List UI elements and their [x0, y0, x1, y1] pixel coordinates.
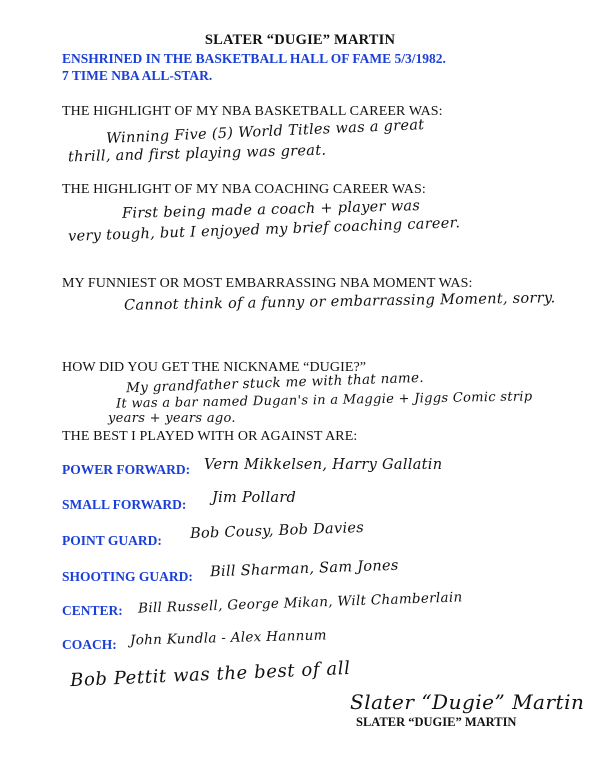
question-funniest-moment: MY FUNNIEST OR MOST EMBARRASSING NBA MOMENT WAS: — [62, 276, 473, 291]
answer-career-line-1: Winning Five (5) World Titles was a great — [105, 117, 425, 147]
question-nickname: HOW DID YOU GET THE NICKNAME “DUGIE?” — [62, 360, 367, 375]
label-center: CENTER: — [62, 603, 123, 618]
answer-coaching-line-2: very tough, but I enjoyed my brief coaching career. — [67, 215, 461, 245]
label-shooting-guard: SHOOTING GUARD: — [62, 569, 193, 584]
answer-career-line-2: thrill, and first playing was great. — [67, 142, 327, 166]
answer-power-forward: Vern Mikkelsen, Harry Gallatin — [204, 457, 443, 473]
answer-center: Bill Russell, George Mikan, Wilt Chamberlain — [137, 589, 463, 617]
printed-signature-name: SLATER “DUGIE” MARTIN — [356, 715, 517, 729]
label-small-forward: SMALL FORWARD: — [62, 497, 187, 512]
label-point-guard: POINT GUARD: — [62, 533, 162, 548]
question-career-highlight: THE HIGHLIGHT OF MY NBA BASKETBALL CAREER WAS: — [62, 104, 443, 119]
label-coach: COACH: — [62, 637, 117, 652]
answer-nickname-line-1: My grandfather stuck me with that name. — [125, 369, 425, 397]
all-star-line: 7 TIME NBA ALL-STAR. — [62, 68, 213, 83]
question-coaching-highlight: THE HIGHLIGHT OF MY NBA COACHING CAREER WAS: — [62, 182, 426, 197]
hall-of-fame-line: ENSHRINED IN THE BASKETBALL HALL OF FAME 5/3/1982. — [62, 51, 446, 66]
best-played-heading: THE BEST I PLAYED WITH OR AGAINST ARE: — [62, 429, 358, 444]
handwritten-signature: Slater “Dugie” Martin — [350, 690, 585, 714]
answer-point-guard: Bob Cousy, Bob Davies — [189, 519, 365, 543]
closing-note: Bob Pettit was the best of all — [69, 657, 351, 692]
answer-small-forward: Jim Pollard — [212, 490, 297, 506]
answer-funniest-line-1: Cannot think of a funny or embarrassing Moment, sorry. — [123, 290, 556, 314]
page-title: SLATER “DUGIE” MARTIN — [204, 32, 396, 48]
answer-nickname-line-2: It was a bar named Dugan's in a Maggie + Jiggs Comic strip — [115, 389, 533, 412]
answer-nickname-line-3: years + years ago. — [108, 411, 236, 426]
answer-coaching-line-1: First being made a coach + player was — [121, 198, 421, 222]
answer-coach: John Kundla - Alex Hannum — [129, 627, 327, 649]
label-power-forward: POWER FORWARD: — [62, 462, 191, 477]
answer-shooting-guard: Bill Sharman, Sam Jones — [209, 557, 399, 581]
